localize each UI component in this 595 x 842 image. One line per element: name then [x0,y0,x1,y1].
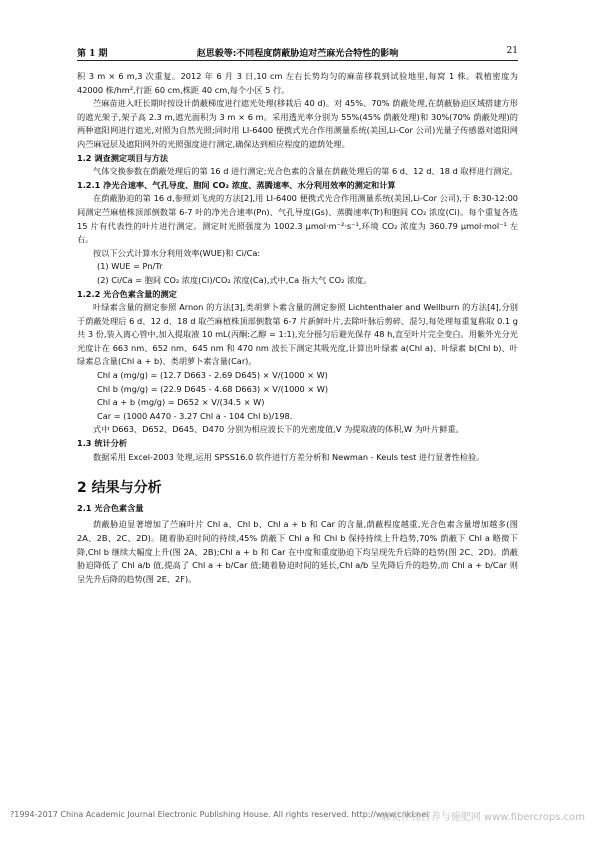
section-heading-1-2: 1.2 调查测定项目与方法 [77,152,169,163]
watermark: 麻类作物营养与施肥网 www.fibercrops.com [380,812,585,823]
running-header [77,44,518,61]
formula-chl-b: Chl b (mg/g) = (22.9 D645 - 4.68 D663) × V/(1000 × W) [97,383,329,394]
paragraph-plot-design: 积 3 m × 6 m,3 次重复。2012 年 6 月 3 日,10 cm 左右长势均匀的麻苗移栽到试验地里,每窝 1 株。栽植密度为 42000 株/hm²,行距 60 cm,株距 40 cm,每个小区 5 行。 [77,71,518,95]
section-heading-1-2-1: 1.2.1 净光合速率、气孔导度、胞间 CO₂ 浓度、蒸腾速率、水分利用效率的测定和计算 [77,179,396,190]
paragraph-gas-exchange: 在荫蔽胁迫的第 16 d,参照刘飞虎的方法[2],用 LI-6400 便携式光合作用测量系统(美国,Li-Cor 公司),于 8:30-12:00 间测定苎麻植株顶部倒数第 6-7 叶的净光合速率(Pn)、气孔导度(Gs)、蒸腾速率(Tr)和胞间 CO₂ 浓度(Ci)。每个重复各选 15 片有代表性的叶片进行测定。测定时光照强度为 1002.3 μmol·m⁻²·s⁻¹,环境 CO₂ 浓度为 360.79 μmol·mol⁻¹ 左右。 [77,193,518,245]
page-number: 21 [506,46,518,56]
section-heading-2-1: 2.1 光合色素含量 [77,502,144,513]
paragraph-formula-intro: 按以下公式计算水分利用效率(WUE)和 Ci/Ca: [93,247,261,258]
running-title: 赵思毅等:不同程度荫蔽胁迫对苎麻光合特性的影响 [196,49,399,59]
paragraph-measurement-timing: 气体交换参数在荫蔽处理后的第 16 d 进行测定;光合色素的含量在荫蔽处理后的第 6 d、12 d、18 d 取样进行测定。 [93,166,518,177]
paragraph-shading-treatment: 苎麻苗进入旺长期时按设计荫蔽梯度进行遮光处理(移栽后 40 d)。对 45%、70% 荫蔽处理,在荫蔽胁迫区域搭建方形的遮光架子,架子高 2.3 m,遮光面积为 3 m × 6 m。采用透光率分别为 55%(45% 荫蔽处理)和 30%(70% 荫蔽处理)的两种遮阳网进行遮光,对照为自然光照;同时用 LI-6400 便携式光合作用测量系统(美国,Li-Cor 公司)光量子传感器对遮阳网内苎麻冠层及遮阳网外的光照强度进行测定,确保达到相应程度的遮荫处理。 [77,98,518,149]
formula-wue: (1) WUE = Pn/Tr [97,261,163,272]
section-heading-1-2-2: 1.2.2 光合色素含量的测定 [77,288,177,299]
paragraph-formula-notes: 式中 D663、D652、D645、D470 分别为相应波长下的光密度值,V 为提取液的体积,W 为叶片鲜重。 [93,424,464,435]
page-footer [0,808,595,822]
formula-car: Car = (1000 A470 - 3.27 Chl a - 104 Chl b)/198. [97,410,293,421]
formula-ci-ca: (2) Ci/Ca = 胞间 CO₂ 浓度(Ci)/CO₂ 浓度(Ca),式中,Ca 指大气 CO₂ 浓度。 [97,274,372,285]
paragraph-pigment-results: 荫蔽胁迫显著增加了苎麻叶片 Chl a、Chl b、Chl a + b 和 Car 的含量,荫蔽程度越重,光合色素含量增加越多(图 2A、2B、2C、2D)。随着胁迫时间的持续,45% 荫蔽下 Chl a 和 Chl b 保持持续上升趋势,70% 荫蔽下 Chl a 略微下降,Chl b 继续大幅度上升(图 2A、2B);Chl a + b 和 Car 在中度和重度胁迫下均呈现先升后降的趋势(图 2C、2D)。荫蔽胁迫降低了 Chl a/b 值,提高了 Chl a + b/Car 值;随着胁迫时间的延长,Chl a/b 呈先降后升的趋势,而 Chl a + b/Car 则呈先升后降的趋势(图 2E、2F)。 [77,519,518,584]
formula-chl-a: Chl a (mg/g) = (12.7 D663 - 2.69 D645) × V/(1000 × W) [97,370,328,381]
section-heading-1-3: 1.3 统计分析 [77,438,128,449]
copyright-line: ?1994-2017 China Academic Journal Electronic Publishing House. All rights reserved. http://www.cnki.net [10,810,430,819]
issue-label: 第 1 期 [77,49,108,59]
paragraph-pigment-method: 叶绿素含量的测定参照 Arnon 的方法[3],类胡萝卜素含量的测定参照 Lichtenthaler and Wellburn 的方法[4],分别于荫蔽处理后 6 d、12 d、18 d 取苎麻植株顶部倒数第 6-7 片新鲜叶片,去除叶脉后剪碎、混匀,每处理每重复称取 0.1 g 共 3 份,装入离心管中,加入提取液 10 mL(丙酮:乙醇 = 1:1),充分摇匀后避光保存 48 h,直至叶片完全变白。用紫外光分光光度计在 663 nm、652 nm、645 nm 和 470 nm 波长下测定其吸光度,计算出叶绿素 a(Chl a)、叶绿素 b(Chl b)、叶绿素总含量(Chl a + b)、类胡萝卜素含量(Car)。 [77,302,518,367]
section-heading-2: 2 结果与分析 [77,480,162,497]
article-body [77,70,518,586]
formula-chl-ab: Chl a + b (mg/g) = D652 × V/(34.5 × W) [97,397,265,408]
paragraph-statistics: 数据采用 Excel-2003 处理,运用 SPSS16.0 软件进行方差分析和 Newman - Keuls test 进行显著性检验。 [93,451,485,462]
